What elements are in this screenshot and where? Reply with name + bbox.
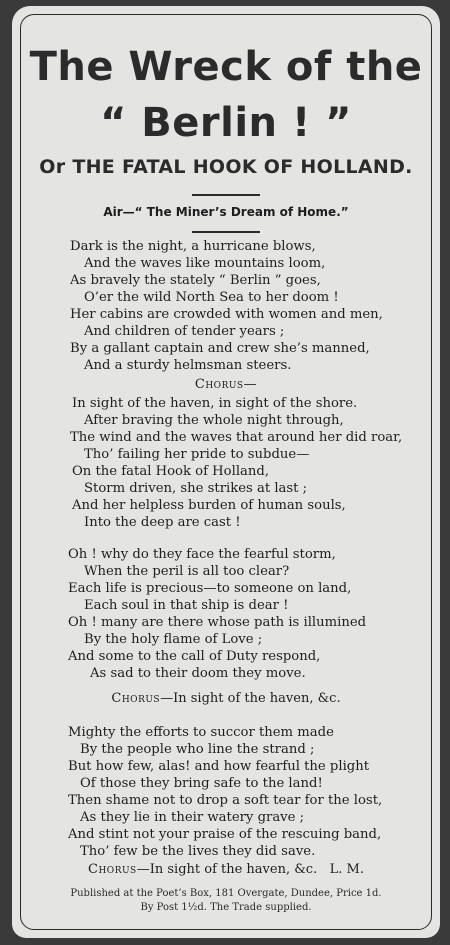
verse-line: Each life is precious—to someone on land, <box>68 581 352 596</box>
chorus-ref-text: —In sight of the haven, &c. <box>160 691 341 706</box>
divider-top <box>192 194 260 196</box>
verse-line: Each soul in that ship is dear ! <box>84 598 289 613</box>
verse-line: Then shame not to drop a soft tear for the lost, <box>68 793 383 808</box>
chorus-line: Into the deep are cast ! <box>84 515 241 530</box>
verse-line: And a sturdy helmsman steers. <box>84 358 292 373</box>
verse-line: Of those they bring safe to the land! <box>80 776 323 791</box>
title-line-2: “ Berlin ! ” <box>100 100 352 146</box>
verse-line: As they lie in their watery grave ; <box>80 810 305 825</box>
verse-line: O’er the wild North Sea to her doom ! <box>84 290 339 305</box>
title-line-1: The Wreck of the <box>29 44 423 90</box>
publisher-line-2: By Post 1½d. The Trade supplied. <box>140 902 312 913</box>
publisher-line-1: Published at the Poet’s Box, 181 Overgate, Dundee, Price 1d. <box>70 888 382 899</box>
chorus-line: And her helpless burden of human souls, <box>72 498 346 513</box>
chorus-reference-1 <box>12 691 440 706</box>
chorus-label: Chorus <box>111 691 161 706</box>
chorus-label: Chorus <box>88 862 137 877</box>
air-tune-note: Air—“ The Miner’s Dream of Home.” <box>103 205 349 219</box>
verse-line: As sad to their doom they move. <box>90 666 306 681</box>
chorus-ref-text: —In sight of the haven, &c. <box>136 862 318 877</box>
verse-line: By the holy flame of Love ; <box>84 632 263 647</box>
verse-line: And stint not your praise of the rescuing band, <box>68 827 382 842</box>
chorus-heading: Chorus— <box>194 377 258 392</box>
verse-line: Her cabins are crowded with women and men, <box>70 307 383 322</box>
verse-line: But how few, alas! and how fearful the plight <box>68 759 370 774</box>
divider-bottom <box>192 231 260 233</box>
verse-line: By a gallant captain and crew she’s manned, <box>70 341 370 356</box>
chorus-line: Tho’ failing her pride to subdue— <box>84 447 310 462</box>
author-initials: L. M. <box>329 862 364 877</box>
publisher-imprint <box>12 887 440 915</box>
verse-line: Tho’ few be the lives they did save. <box>80 844 316 859</box>
verse-line: And some to the call of Duty respond, <box>68 649 321 664</box>
verse-line: As bravely the stately “ Berlin ” goes, <box>70 273 321 288</box>
verse-line: Oh ! many are there whose path is illumined <box>68 615 367 630</box>
verse-line: Mighty the efforts to succor them made <box>68 725 334 740</box>
chorus-line: Storm driven, she strikes at last ; <box>84 481 308 496</box>
verse-line: By the people who line the strand ; <box>80 742 315 757</box>
chorus-line: On the fatal Hook of Holland, <box>72 464 270 479</box>
subtitle: Or THE FATAL HOOK OF HOLLAND. <box>39 156 413 178</box>
verse-line: When the peril is all too clear? <box>84 564 290 579</box>
verse-line: Oh ! why do they face the fearful storm, <box>68 547 336 562</box>
broadside-sheet <box>12 6 440 938</box>
verse-line: And children of tender years ; <box>84 324 285 339</box>
verse-line: And the waves like mountains loom, <box>84 256 326 271</box>
chorus-line: In sight of the haven, in sight of the shore. <box>72 396 358 411</box>
chorus-reference-2 <box>12 862 440 877</box>
chorus-line: The wind and the waves that around her did roar, <box>70 430 403 445</box>
chorus-line: After braving the whole night through, <box>84 413 344 428</box>
verse-line: Dark is the night, a hurricane blows, <box>70 239 316 254</box>
